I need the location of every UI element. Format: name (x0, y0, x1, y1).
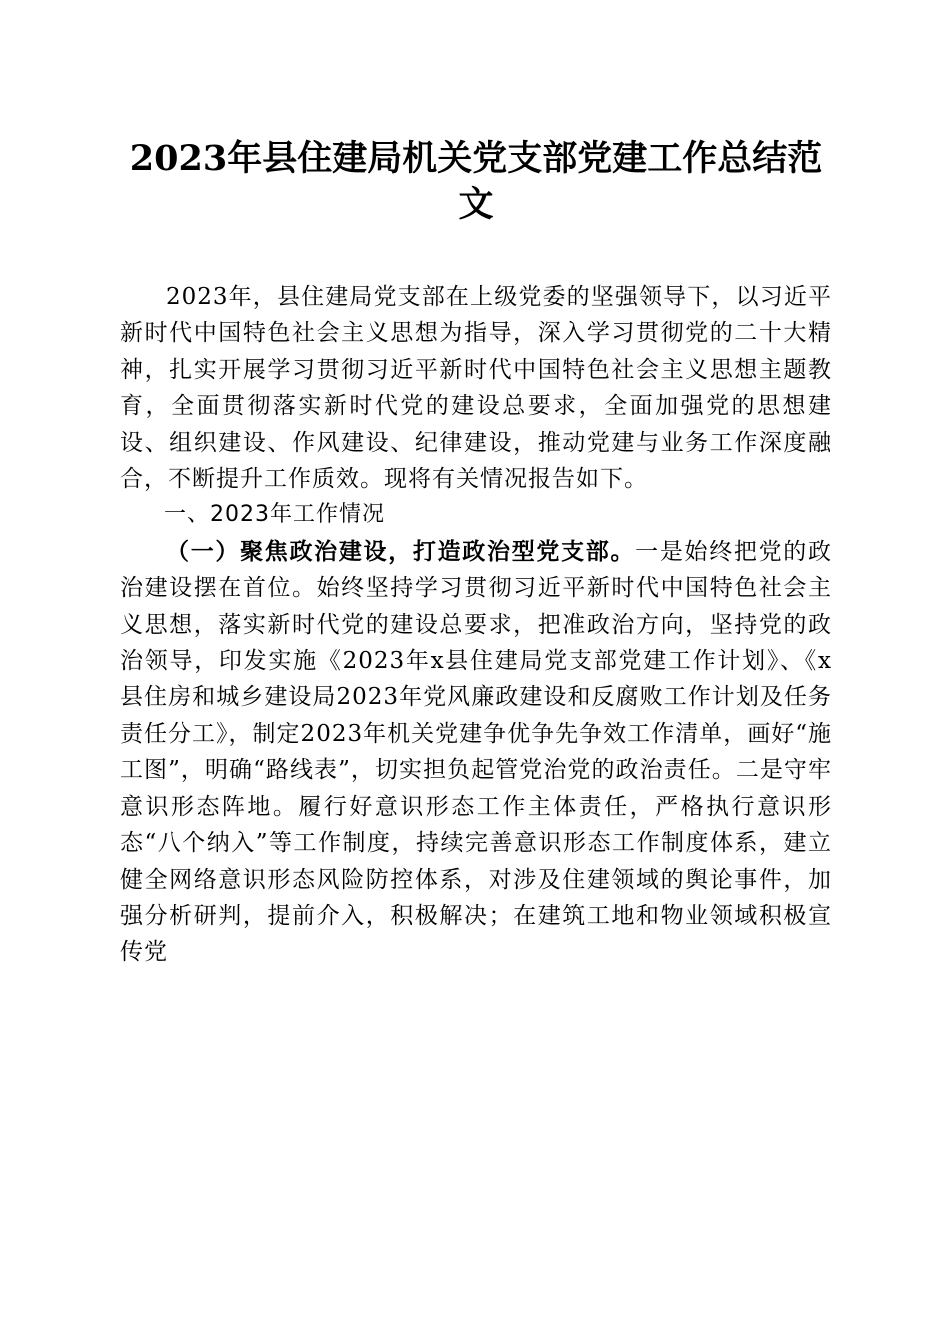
section-heading-work-status: 一、2023年工作情况 (164, 502, 385, 528)
document-body (120, 279, 832, 971)
subsection-lead-title: （一）聚焦政治建设，打造政治型党支部。 (166, 537, 636, 565)
subsection-body-text: 一是始终把党的政治建设摆在首位。始终坚持学习贯彻习近平新时代中国特色社会主义思想，落实新时代党的建设总要求，把准政治方向，坚持党的政治领导，印发实施《2023年x县住建局党支部党建工作计划》、《x县住房和城乡建设局2023年党风廉政建设和反腐败工作计划及任务责任分工》，制定2023年机关党建争优争先争效工作清单，画好“施工图”，明确“路线表”，切实担负起管党治党的政治责任。二是守牢意识形态阵地。履行好意识形态工作主体责任，严格执行意识形态“八个纳入”等工作制度，持续完善意识形态工作制度体系，建立健全网络意识形态风险防控体系，对涉及住建领域的舆论事件，加强分析研判，提前介入，积极解决；在建筑工地和物业领域积极宣传党 (120, 538, 833, 966)
document-title: 2023年县住建局机关党支部党建工作总结范文 (129, 138, 823, 225)
intro-paragraph: 2023年，县住建局党支部在上级党委的坚强领导下，以习近平新时代中国特色社会主义思想为指导，深入学习贯彻党的二十大精神，扎实开展学习贯彻习近平新时代中国特色社会主义思想主题教育，全面贯彻落实新时代党的建设总要求，全面加强党的思想建设、组织建设、作风建设、纪律建设，推动党建与业务工作深度融合，不断提升工作质效。现将有关情况报告如下。 (120, 284, 832, 493)
subsection-political-paragraph (120, 534, 832, 971)
